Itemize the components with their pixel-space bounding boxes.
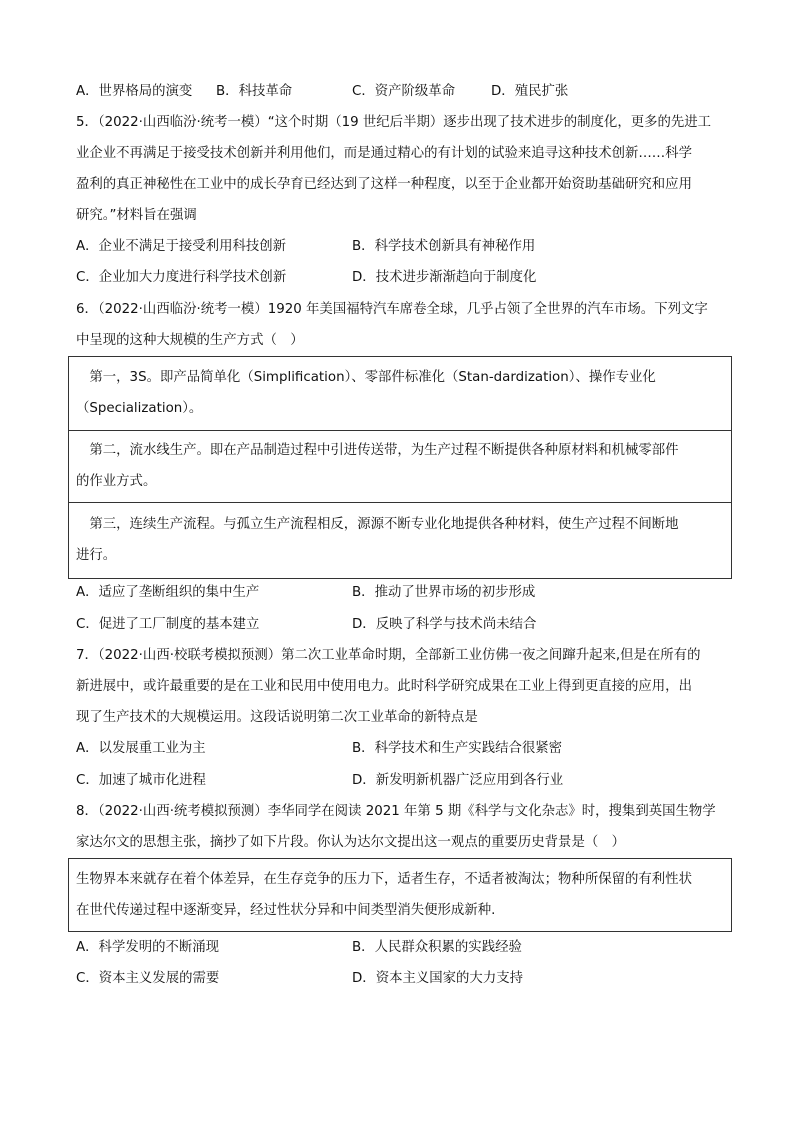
q7-stem-line: 新进展中，或许最重要的是在工业和民用中使用电力。此时科学研究成果在工业上得到更直接的应用，出	[76, 679, 692, 694]
q6-table-row-2-line: 第二，流水线生产。即在产品制造过程中引进传送带，为生产过程不断提供各种原材料和机械零部件	[76, 443, 679, 458]
table-divider	[68, 430, 732, 431]
q5-option-a: A．企业不满足于接受利用科技创新	[76, 239, 287, 254]
q6-material-table	[68, 356, 732, 579]
table-divider	[68, 502, 732, 503]
q6-stem-line: 中呈现的这种大规模的生产方式（ ）	[76, 333, 304, 348]
q6-table-row-2-line: 的作业方式。	[76, 474, 157, 489]
q8-option-d: D．资本主义国家的大力支持	[352, 971, 523, 986]
q6-table-row-1-line: 第一，3S。即产品简单化（Simplification）、零部件标准化（Stan-dardization）、操作专业化	[76, 370, 656, 385]
q7-option-c: C．加速了城市化进程	[76, 773, 206, 788]
q6-table-row-3-line: 进行。	[76, 548, 117, 563]
q8-option-a: A．科学发明的不断涌现	[76, 940, 220, 955]
q4-option-c: C．资产阶级革命	[352, 84, 456, 99]
q7-option-b: B．科学技术和生产实践结合很紧密	[352, 741, 563, 756]
q8-material-line: 在世代传递过程中逐渐变异，经过性状分异和中间类型消失便形成新种.	[76, 903, 496, 918]
q6-option-d: D．反映了科学与技术尚未结合	[352, 617, 537, 632]
q8-option-b: B．人民群众积累的实践经验	[352, 940, 522, 955]
q7-option-a: A．以发展重工业为主	[76, 741, 206, 756]
q8-stem-line: 家达尔文的思想主张，摘抄了如下片段。你认为达尔文提出这一观点的重要历史背景是（ ）	[76, 835, 626, 850]
q7-option-d: D．新发明新机器广泛应用到各行业	[352, 773, 564, 788]
q6-stem-line: 6．（2022·山西临汾·统考一模）1920 年美国福特汽车席卷全球，几乎占领了全世界的汽车市场。下列文字	[76, 302, 708, 317]
q5-option-d: D．技术进步渐渐趋向于制度化	[352, 270, 537, 285]
q5-stem-line: 盈利的真正神秘性在工业中的成长孕育已经达到了这样一种程度，以至于企业都开始资助基础研究和应用	[76, 177, 692, 192]
q5-stem-line: 5．（2022·山西临汾·统考一模）“这个时期（19 世纪后半期）逐步出现了技术进步的制度化，更多的先进工	[76, 115, 712, 130]
q8-option-c: C．资本主义发展的需要	[76, 971, 220, 986]
q7-stem-line: 7．（2022·山西·校联考模拟预测）第二次工业革命时期，全部新工业仿佛一夜之间蹿升起来,但是在所有的	[76, 648, 701, 663]
q6-option-a: A．适应了垄断组织的集中生产	[76, 585, 260, 600]
q4-option-b: B．科技革命	[216, 84, 293, 99]
q5-option-b: B．科学技术创新具有神秘作用	[352, 239, 536, 254]
q8-material-line: 生物界本来就存在着个体差异，在生存竞争的压力下，适者生存，不适者被淘汰；物种所保留的有利性状	[76, 872, 692, 887]
q6-table-row-3-line: 第三，连续生产流程。与孤立生产流程相反，源源不断专业化地提供各种材料，使生产过程不间断地	[76, 517, 679, 532]
q5-option-c: C．企业加大力度进行科学技术创新	[76, 270, 287, 285]
q7-stem-line: 现了生产技术的大规模运用。这段话说明第二次工业革命的新特点是	[76, 710, 478, 725]
q6-table-row-1-line: （Specialization）。	[76, 401, 203, 416]
q5-stem-line: 研究。”材料旨在强调	[76, 208, 197, 223]
q6-option-c: C．促进了工厂制度的基本建立	[76, 617, 260, 632]
q8-stem-line: 8．（2022·山西·统考模拟预测）李华同学在阅读 2021 年第 5 期《科学与文化杂志》时，搜集到英国生物学	[76, 804, 716, 819]
q5-stem-line: 业企业不再满足于接受技术创新并利用他们，而是通过精心的有计划的试验来追寻这种技术创新……科学	[76, 146, 692, 161]
q4-option-d: D．殖民扩张	[491, 84, 569, 99]
q6-option-b: B．推动了世界市场的初步形成	[352, 585, 536, 600]
q4-option-a: A．世界格局的演变	[76, 84, 193, 99]
